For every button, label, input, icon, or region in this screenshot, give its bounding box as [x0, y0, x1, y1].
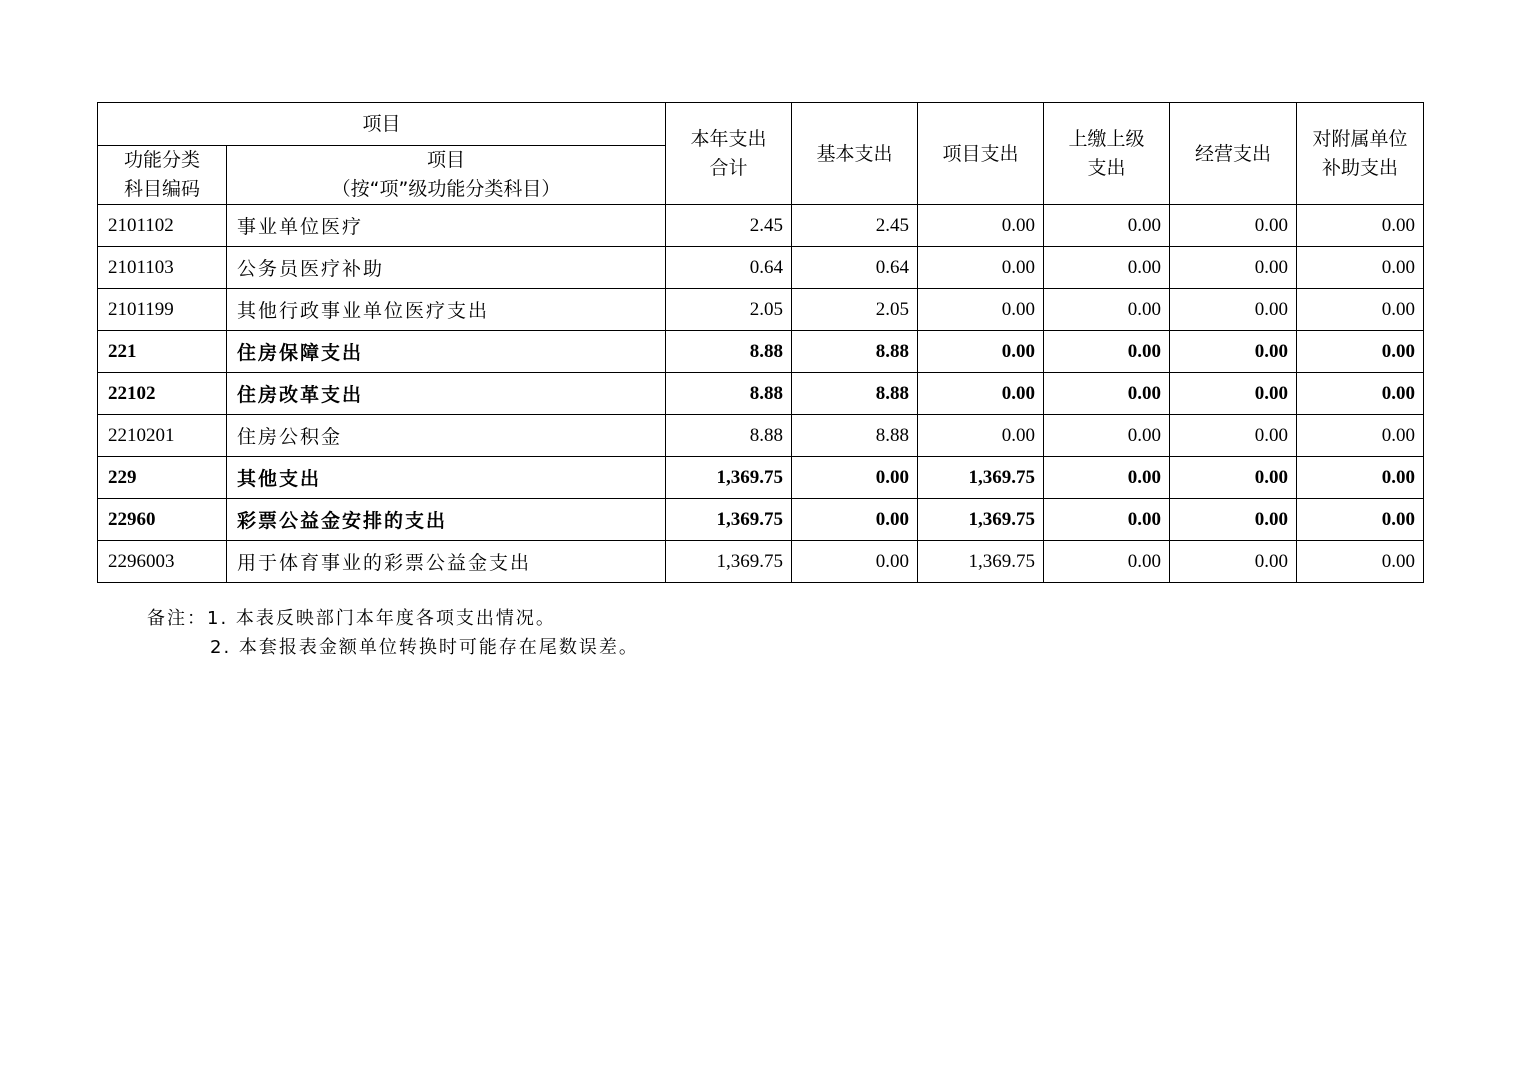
header-total-line2: 合计: [709, 156, 748, 179]
cell-code: 221: [98, 331, 227, 373]
cell-name: 住房改革支出: [227, 373, 666, 415]
cell-project: 0.00: [918, 373, 1044, 415]
cell-project: 1,369.75: [918, 541, 1044, 583]
cell-project: 1,369.75: [918, 499, 1044, 541]
table-row: [98, 247, 1424, 289]
cell-name: 事业单位医疗: [227, 205, 666, 247]
table-row: [98, 331, 1424, 373]
cell-upper: 0.00: [1044, 331, 1170, 373]
cell-subsidy: 0.00: [1297, 331, 1424, 373]
cell-total: 2.45: [666, 205, 792, 247]
cell-basic: 2.45: [792, 205, 918, 247]
header-upper-line2: 支出: [1087, 156, 1126, 179]
cell-code: 2101199: [98, 289, 227, 331]
cell-code: 22960: [98, 499, 227, 541]
header-code: [98, 146, 227, 205]
cell-business: 0.00: [1170, 331, 1297, 373]
cell-name: 公务员医疗补助: [227, 247, 666, 289]
cell-upper: 0.00: [1044, 541, 1170, 583]
header-code-line2: 科目编码: [123, 178, 200, 200]
header-subsidy: [1297, 103, 1424, 205]
table-row: [98, 499, 1424, 541]
cell-project: 0.00: [918, 331, 1044, 373]
header-code-line1: 功能分类: [123, 149, 200, 171]
cell-business: 0.00: [1170, 289, 1297, 331]
footnote-line-2: 2. 本套报表金额单位转换时可能存在尾数误差。: [210, 637, 639, 658]
cell-business: 0.00: [1170, 205, 1297, 247]
cell-total: 8.88: [666, 415, 792, 457]
cell-code: 2296003: [98, 541, 227, 583]
cell-code: 2210201: [98, 415, 227, 457]
cell-total: 1,369.75: [666, 457, 792, 499]
cell-upper: 0.00: [1044, 373, 1170, 415]
header-total: [666, 103, 792, 205]
cell-business: 0.00: [1170, 457, 1297, 499]
cell-upper: 0.00: [1044, 205, 1170, 247]
cell-basic: 8.88: [792, 415, 918, 457]
cell-business: 0.00: [1170, 415, 1297, 457]
footnote-line-1: 备注：1. 本表反映部门本年度各项支出情况。: [147, 608, 556, 629]
cell-basic: 0.00: [792, 457, 918, 499]
cell-total: 8.88: [666, 331, 792, 373]
cell-code: 229: [98, 457, 227, 499]
cell-project: 1,369.75: [918, 457, 1044, 499]
table-row: [98, 289, 1424, 331]
cell-code: 2101102: [98, 205, 227, 247]
cell-upper: 0.00: [1044, 499, 1170, 541]
footnotes: [147, 604, 639, 662]
cell-subsidy: 0.00: [1297, 247, 1424, 289]
cell-subsidy: 0.00: [1297, 499, 1424, 541]
cell-total: 1,369.75: [666, 541, 792, 583]
cell-upper: 0.00: [1044, 289, 1170, 331]
cell-total: 1,369.75: [666, 499, 792, 541]
cell-basic: 0.00: [792, 499, 918, 541]
cell-name: 其他行政事业单位医疗支出: [227, 289, 666, 331]
cell-subsidy: 0.00: [1297, 415, 1424, 457]
cell-subsidy: 0.00: [1297, 373, 1424, 415]
cell-project: 0.00: [918, 247, 1044, 289]
cell-code: 2101103: [98, 247, 227, 289]
header-basic: 基本支出: [792, 103, 918, 205]
cell-name: 用于体育事业的彩票公益金支出: [227, 541, 666, 583]
cell-business: 0.00: [1170, 541, 1297, 583]
cell-name: 其他支出: [227, 457, 666, 499]
cell-basic: 8.88: [792, 331, 918, 373]
cell-subsidy: 0.00: [1297, 457, 1424, 499]
header-project: 项目支出: [918, 103, 1044, 205]
header-total-line1: 本年支出: [690, 127, 767, 150]
cell-upper: 0.00: [1044, 415, 1170, 457]
header-upper-line1: 上缴上级: [1068, 127, 1145, 150]
cell-upper: 0.00: [1044, 457, 1170, 499]
expenditure-table: [97, 102, 1424, 583]
cell-subsidy: 0.00: [1297, 289, 1424, 331]
header-name: [227, 146, 666, 205]
cell-subsidy: 0.00: [1297, 205, 1424, 247]
header-subsidy-line1: 对附属单位: [1312, 127, 1408, 150]
header-name-line2: （按“项”级功能分类科目）: [331, 178, 561, 200]
cell-business: 0.00: [1170, 247, 1297, 289]
table-row: [98, 415, 1424, 457]
cell-basic: 0.64: [792, 247, 918, 289]
cell-basic: 0.00: [792, 541, 918, 583]
cell-project: 0.00: [918, 205, 1044, 247]
header-business: 经营支出: [1170, 103, 1297, 205]
cell-code: 22102: [98, 373, 227, 415]
table-row: [98, 205, 1424, 247]
expenditure-table-container: [97, 102, 1423, 583]
cell-name: 住房保障支出: [227, 331, 666, 373]
table-row: [98, 373, 1424, 415]
cell-business: 0.00: [1170, 373, 1297, 415]
header-upper: [1044, 103, 1170, 205]
cell-basic: 8.88: [792, 373, 918, 415]
header-item-group: 项目: [98, 103, 666, 146]
header-subsidy-line2: 补助支出: [1322, 156, 1399, 179]
cell-business: 0.00: [1170, 499, 1297, 541]
cell-subsidy: 0.00: [1297, 541, 1424, 583]
cell-basic: 2.05: [792, 289, 918, 331]
cell-project: 0.00: [918, 415, 1044, 457]
cell-upper: 0.00: [1044, 247, 1170, 289]
cell-project: 0.00: [918, 289, 1044, 331]
table-row: [98, 541, 1424, 583]
table-row: [98, 457, 1424, 499]
header-row-1: [98, 103, 1424, 146]
cell-total: 0.64: [666, 247, 792, 289]
cell-name: 住房公积金: [227, 415, 666, 457]
cell-total: 8.88: [666, 373, 792, 415]
header-name-line1: 项目: [427, 149, 466, 171]
cell-total: 2.05: [666, 289, 792, 331]
cell-name: 彩票公益金安排的支出: [227, 499, 666, 541]
